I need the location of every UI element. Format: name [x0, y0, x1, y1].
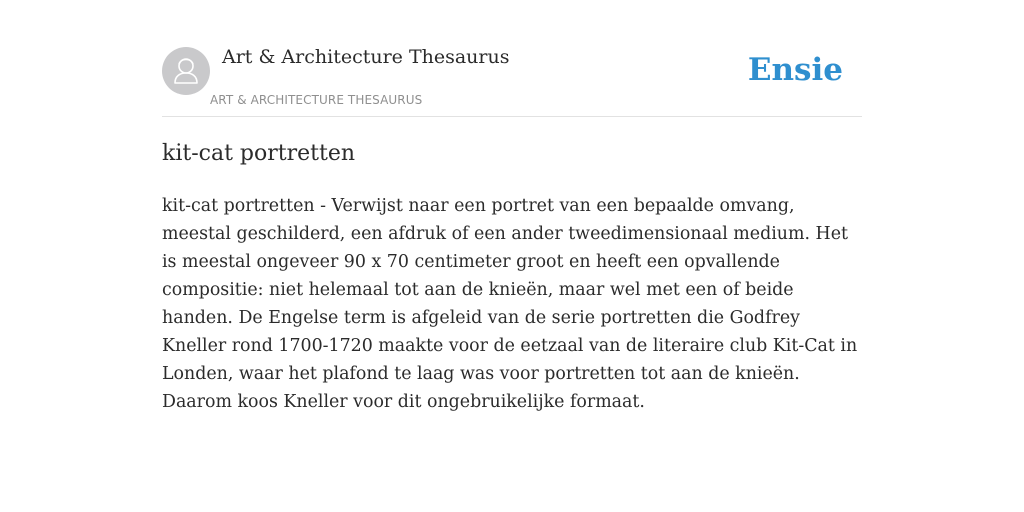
author-avatar[interactable]	[162, 47, 210, 95]
entry-title: kit-cat portretten	[162, 141, 356, 166]
user-icon	[162, 47, 210, 95]
brand-logo[interactable]: Ensie	[747, 52, 843, 88]
author-subtitle: ART & ARCHITECTURE THESAURUS	[210, 93, 423, 107]
page-header	[162, 42, 862, 117]
entry-definition: kit-cat portretten - Verwijst naar een portret van een bepaalde omvang, meestal geschilderd, een afdruk of een ander tweedimensionaal medium. Het is meestal ongeveer 90 x 70 centimeter groot en heeft een opvallende compositie: niet helemaal tot aan de knieën, maar wel met een of beide handen. De Engelse term is afgeleid van de serie portretten die Godfrey Kneller rond 1700-1720 maakte voor de eetzaal van de literaire club Kit-Cat in Londen, waar het plafond te laag was voor portretten tot aan de knieën. Daarom koos Kneller voor dit ongebruikelijke formaat.	[162, 196, 858, 412]
author-name[interactable]: Art & Architecture Thesaurus	[222, 46, 510, 68]
